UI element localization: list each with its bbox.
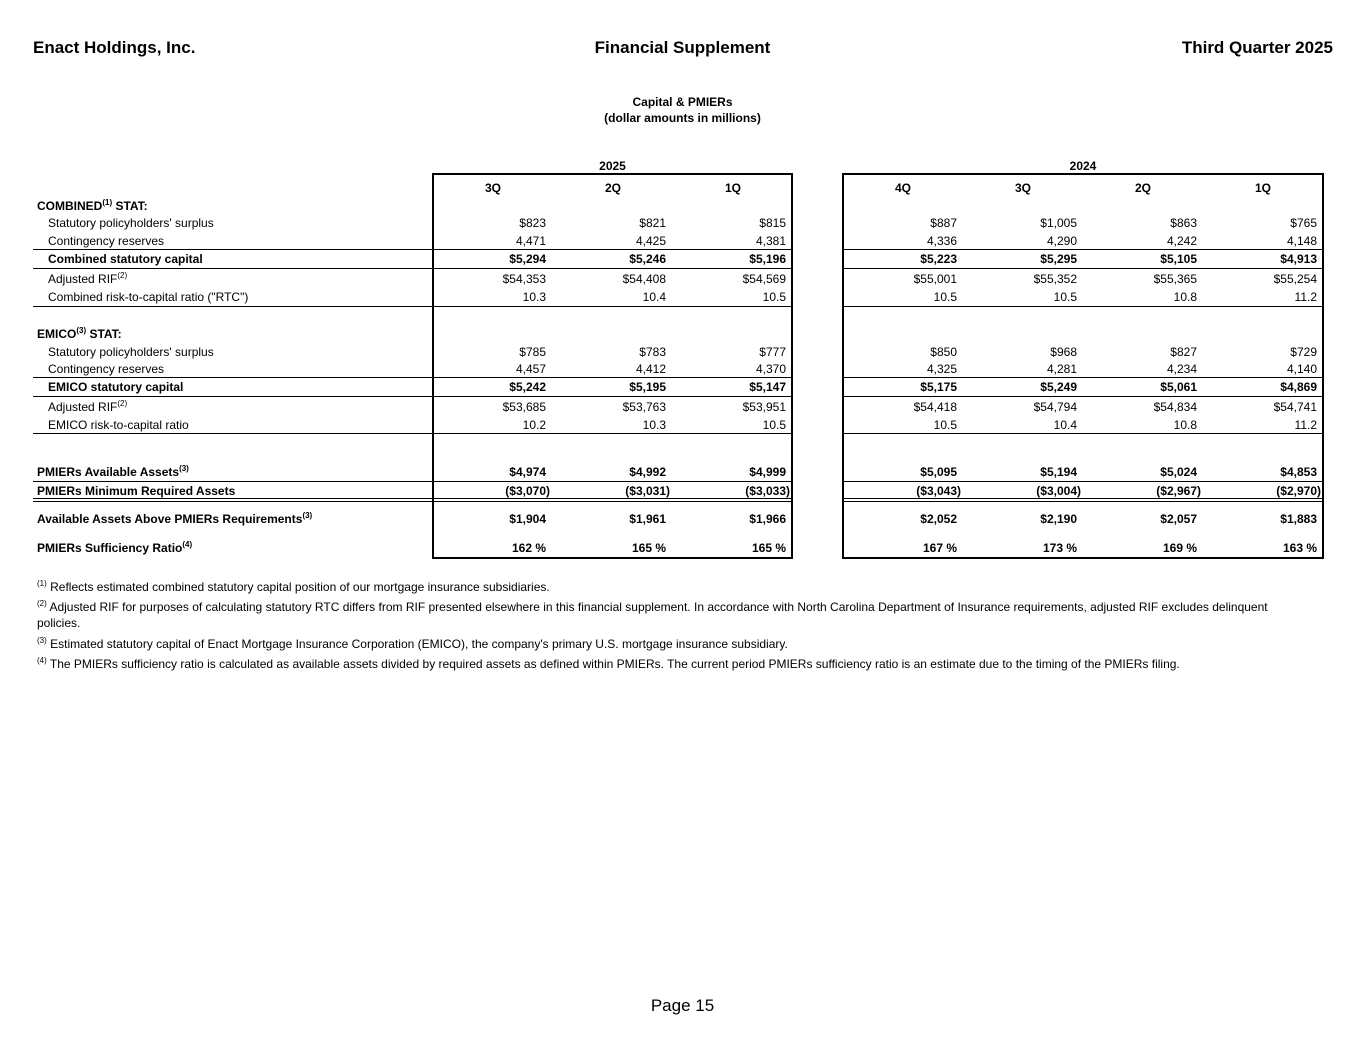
row-label: Statutory policyholders' surplus (48, 216, 214, 230)
table-cell: $54,353 (502, 272, 546, 286)
table-cell: 4,290 (1046, 234, 1077, 248)
table-cell: $4,853 (1280, 465, 1317, 479)
table-cell: $2,190 (1040, 512, 1077, 526)
table-cell: 4,325 (926, 362, 957, 376)
table-cell: $4,992 (629, 465, 666, 479)
table-cell: $1,904 (509, 512, 546, 526)
table-cell: 167 % (922, 541, 957, 555)
table-cell: 173 % (1042, 541, 1077, 555)
table-cell: $54,418 (913, 400, 957, 414)
table-row (0, 464, 1365, 480)
table-cell: $53,685 (502, 400, 546, 414)
table-row (0, 233, 1365, 249)
row-label: Adjusted RIF$^{(2)}$ (48, 399, 128, 414)
table-cell: 11.2 (1294, 418, 1317, 432)
table-cell: $5,024 (1160, 465, 1197, 479)
table-cell: $2,052 (920, 512, 957, 526)
table-cell: 4,425 (635, 234, 666, 248)
table-cell: $53,951 (742, 400, 786, 414)
company-name: Enact Holdings, Inc. (33, 38, 196, 57)
table-subtitle: (dollar amounts in millions) (604, 111, 761, 125)
reporting-period: Third Quarter 2025 (1181, 38, 1333, 57)
table-cell: $5,175 (920, 380, 957, 394)
table-cell: $5,105 (1160, 252, 1197, 266)
table-cell: ($3,033) (745, 484, 790, 498)
table-cell: $765 (1290, 216, 1317, 230)
rule (33, 268, 793, 269)
table-cell: 4,148 (1286, 234, 1317, 248)
table-cell: $54,794 (1033, 400, 1077, 414)
table-cell: $4,913 (1280, 252, 1317, 266)
table-row (0, 511, 1365, 527)
table-cell: $729 (1290, 345, 1317, 359)
rule (33, 396, 793, 397)
rule (33, 481, 793, 482)
table-cell: 4,242 (1166, 234, 1197, 248)
column-header-2024-1q: 1Q (1254, 181, 1271, 195)
table-cell: 4,457 (515, 362, 546, 376)
table-cell: ($3,070) (505, 484, 550, 498)
rule (33, 249, 793, 250)
table-cell: 10.2 (522, 418, 546, 432)
table-cell: 4,336 (926, 234, 957, 248)
table-cell: $783 (639, 345, 666, 359)
year-label-2025: 2025 (599, 159, 626, 173)
table-cell: 165 % (751, 541, 786, 555)
row-label: Statutory policyholders' surplus (48, 345, 214, 359)
table-cell: $54,569 (742, 272, 786, 286)
table-row (0, 251, 1365, 267)
table-cell: $5,195 (629, 380, 666, 394)
table-row (0, 361, 1365, 377)
table-cell: 4,140 (1286, 362, 1317, 376)
table-cell: 4,234 (1166, 362, 1197, 376)
table-cell: 10.3 (642, 418, 666, 432)
table-row (0, 399, 1365, 415)
table-cell: 10.4 (642, 290, 666, 304)
row-label: PMIERs Minimum Required Assets (37, 484, 236, 498)
table-cell: $5,196 (749, 252, 786, 266)
table-cell: 165 % (631, 541, 666, 555)
table-cell: 10.5 (762, 290, 786, 304)
row-label: Combined statutory capital (48, 252, 203, 266)
rule (33, 377, 793, 378)
page-number: Page 15 (650, 996, 715, 1015)
row-label: Combined risk-to-capital ratio ("RTC") (48, 290, 249, 304)
table-cell: ($3,004) (1036, 484, 1081, 498)
rule (33, 306, 793, 307)
table-cell: $5,294 (509, 252, 546, 266)
table-cell: ($3,031) (625, 484, 670, 498)
document-title: Financial Supplement (594, 38, 771, 57)
table-cell: 4,370 (755, 362, 786, 376)
table-cell: 163 % (1282, 541, 1317, 555)
table-cell: $54,741 (1273, 400, 1317, 414)
table-cell: $54,408 (622, 272, 666, 286)
table-cell: ($2,967) (1156, 484, 1201, 498)
table-cell: 10.3 (522, 290, 546, 304)
table-cell: 10.5 (762, 418, 786, 432)
table-cell: $968 (1050, 345, 1077, 359)
table-cell: $55,254 (1273, 272, 1317, 286)
table-cell: $1,883 (1280, 512, 1317, 526)
table-cell: $55,001 (913, 272, 957, 286)
row-label: PMIERs Available Assets$^{(3)}$ (37, 464, 189, 479)
column-header-2025-2q: 2Q (604, 181, 621, 195)
year-label-2024: 2024 (1069, 159, 1097, 173)
table-cell: $1,961 (629, 512, 666, 526)
table-cell: 10.5 (1053, 290, 1077, 304)
rule (842, 268, 1324, 269)
table-cell: 4,471 (515, 234, 546, 248)
rule (33, 433, 793, 434)
table-row (0, 417, 1365, 433)
table-row (0, 289, 1365, 305)
table-cell: 10.8 (1173, 290, 1197, 304)
table-cell: $850 (930, 345, 957, 359)
table-cell: 4,412 (635, 362, 666, 376)
column-header-2024-3q: 3Q (1014, 181, 1031, 195)
table-cell: $777 (759, 345, 786, 359)
footnote-2: $^{(2)}$ Adjusted RIF for purposes of calculating statutory RTC differs from RIF presented elsewhere in this financial supplement. In accordance with North Carolina Department of Insurance requirements, adjusted RIF excludes delinquent policies. (37, 599, 1268, 630)
table-cell: $5,061 (1160, 380, 1197, 394)
table-cell: $5,246 (629, 252, 666, 266)
table-row (0, 540, 1365, 556)
table-row (0, 344, 1365, 360)
table-cell: 10.5 (933, 290, 957, 304)
footnote-3: $^{(3)}$ Estimated statutory capital of Enact Mortgage Insurance Corporation (EMICO), the company's primary U.S. mortgage insurance subsidiary. (37, 636, 788, 651)
table-title: Capital & PMIERs (632, 95, 733, 109)
rule (842, 306, 1324, 307)
row-label: EMICO risk-to-capital ratio (48, 418, 189, 432)
table-cell: $4,999 (749, 465, 786, 479)
rule (842, 249, 1324, 250)
table-cell: $821 (639, 216, 666, 230)
rule (842, 396, 1324, 397)
table-cell: $5,249 (1040, 380, 1077, 394)
table-cell: $54,834 (1153, 400, 1197, 414)
column-header-2024-2q: 2Q (1134, 181, 1151, 195)
column-header-2025-3q: 3Q (484, 181, 501, 195)
table-cell: $5,147 (749, 380, 786, 394)
table-cell: 10.5 (933, 418, 957, 432)
table-cell: $1,005 (1040, 216, 1077, 230)
table-cell: $887 (930, 216, 957, 230)
table-cell: $5,223 (920, 252, 957, 266)
table-row (0, 271, 1365, 287)
rule (842, 433, 1324, 434)
table-cell: $53,763 (622, 400, 666, 414)
table-cell: 169 % (1162, 541, 1197, 555)
table-cell: 4,381 (755, 234, 786, 248)
table-cell: $827 (1170, 345, 1197, 359)
table-cell: $4,974 (509, 465, 546, 479)
table-cell: 11.2 (1294, 290, 1317, 304)
footnote-4: $^{(4)}$ The PMIERs sufficiency ratio is calculated as available assets divided by required assets as defined within PMIERs. The current period PMIERs sufficiency ratio is an estimate due to the timing of the PMIERs filing. (37, 656, 1180, 671)
table-cell: $55,365 (1153, 272, 1197, 286)
table-cell: $4,869 (1280, 380, 1317, 394)
table-cell: ($3,043) (916, 484, 961, 498)
rule (842, 481, 1324, 482)
section-header-combined: COMBINED$^{(1)}$ STAT: (37, 198, 148, 213)
column-header-2025-1q: 1Q (724, 181, 741, 195)
table-row (0, 379, 1365, 395)
table-cell: $5,194 (1040, 465, 1077, 479)
table-cell: $1,966 (749, 512, 786, 526)
table-cell: $815 (759, 216, 786, 230)
table-cell: $863 (1170, 216, 1197, 230)
row-label: EMICO statutory capital (48, 380, 184, 394)
table-cell: $785 (519, 345, 546, 359)
table-row (0, 483, 1365, 499)
row-label: Contingency reserves (48, 362, 165, 376)
table-cell: $823 (519, 216, 546, 230)
row-label: Adjusted RIF$^{(2)}$ (48, 271, 128, 286)
table-cell: $5,295 (1040, 252, 1077, 266)
row-label: Contingency reserves (48, 234, 165, 248)
rule (842, 377, 1324, 378)
column-header-row (0, 180, 1365, 196)
table-cell: $2,057 (1160, 512, 1197, 526)
table-cell: 162 % (511, 541, 546, 555)
row-label: Available Assets Above PMIERs Requirements$^{(3)}$ (37, 511, 313, 526)
table-cell: $55,352 (1033, 272, 1077, 286)
table-row (0, 215, 1365, 231)
table-cell: $5,095 (920, 465, 957, 479)
table-cell: $5,242 (509, 380, 546, 394)
table-cell: 10.8 (1173, 418, 1197, 432)
table-cell: ($2,970) (1276, 484, 1321, 498)
table-cell: 4,281 (1046, 362, 1077, 376)
footnote-1: $^{(1)}$ Reflects estimated combined statutory capital position of our mortgage insurance subsidiaries. (37, 579, 550, 594)
row-label: PMIERs Sufficiency Ratio$^{(4)}$ (37, 540, 193, 555)
section-header-emico: EMICO$^{(3)}$ STAT: (37, 326, 122, 341)
table-cell: 10.4 (1053, 418, 1077, 432)
column-header-2024-4q: 4Q (894, 181, 911, 195)
